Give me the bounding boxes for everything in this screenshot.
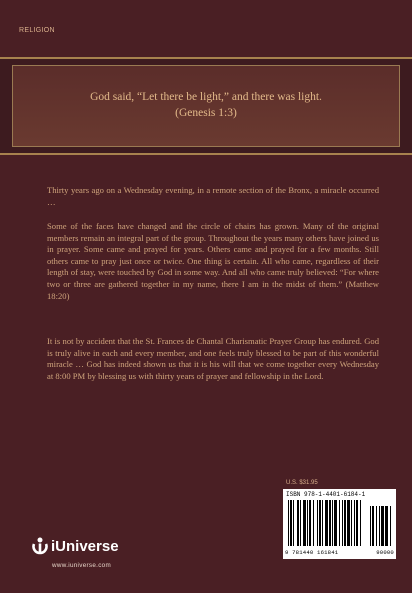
body-paragraph-1: Thirty years ago on a Wednesday evening, in a remote section of the Bronx, a miracle occurred … [47, 185, 379, 207]
quote-panel [12, 65, 400, 147]
barcode-digits [285, 549, 394, 556]
quote-citation: (Genesis 1:3) [175, 107, 237, 119]
price-label: U.S. $31.95 [286, 480, 318, 486]
quote-band [0, 57, 412, 155]
isbn-number: ISBN 978-1-4401-6184-1 [286, 491, 366, 498]
category-label: RELIGION [19, 27, 55, 34]
publisher-url: www.iuniverse.com [52, 562, 111, 569]
isbn-barcode [283, 489, 396, 559]
iuniverse-logo-icon [32, 537, 48, 557]
barcode-addon: 90000 [376, 549, 394, 556]
quote-text: God said, “Let there be light,” and there was light. [90, 91, 322, 103]
barcode-bars [288, 500, 391, 548]
body-paragraph-3: It is not by accident that the St. Frances de Chantal Charismatic Prayer Group has endured. God is truly alive in each and every member, and one feels truly blessed to be part of this wonderful miracle … God has indeed shown us that it is his will that we come together every Wednesday at 8:00 PM by blessing us with thirty years of prayer and fellowship in the Lord. [47, 336, 379, 381]
barcode-main-digits: 9 781440 161841 [285, 549, 339, 556]
body-paragraph-2: Some of the faces have changed and the circle of chairs has grown. Many of the original members remain an integral part of the group. Throughout the years many others have joined us in prayer. Some came and prayed for years. Others came and prayed for a few months. Still others came to pray just once or twice. One thing is certain. All who came, regardless of their length of stay, were touched by God in some way. And all who came truly believed: “For where two or three are gathered together in my name, there I am in the midst of them.” (Matthew 18:20) [47, 221, 379, 301]
publisher-name: iUniverse [51, 538, 119, 555]
